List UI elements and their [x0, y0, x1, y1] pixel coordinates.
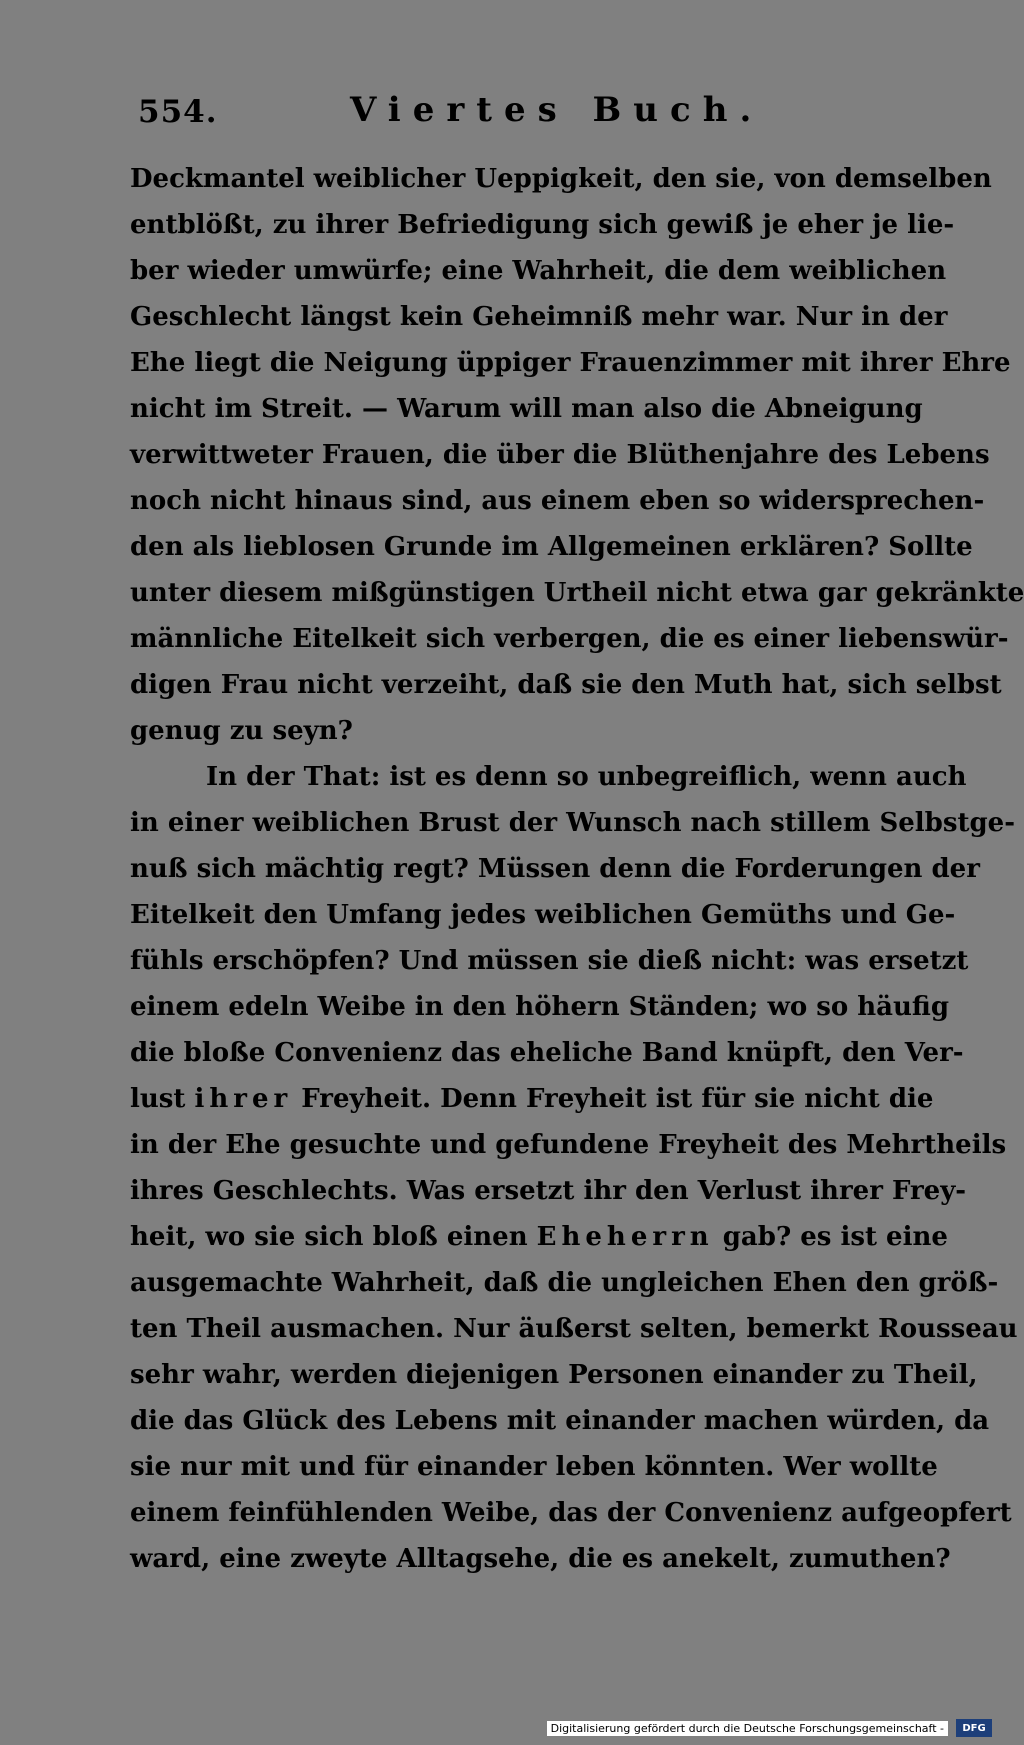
text-line: digen Frau nicht verzeiht, daß sie den Muth hat, sich selbst [130, 670, 1002, 700]
text-line: männliche Eitelkeit sich verbergen, die es einer liebenswür- [130, 624, 1009, 654]
spaced-emphasis: ihrer [194, 1084, 293, 1114]
text-line: einem edeln Weibe in den höhern Ständen; wo so häufig [130, 992, 949, 1022]
line-segment: Freyheit. Denn Freyheit ist für sie nicht die [301, 1084, 934, 1114]
line-segment: heit, wo sie sich bloß einen [130, 1222, 528, 1252]
text-line: sehr wahr, werden diejenigen Personen einander zu Theil, [130, 1360, 978, 1390]
credit-text: Digitalisierung gefördert durch die Deutsche Forschungsgemeinschaft - [547, 1721, 948, 1736]
spaced-emphasis: Eheherrn [536, 1222, 714, 1252]
line-segment: lust [130, 1084, 186, 1114]
text-line: einem feinfühlenden Weibe, das der Convenienz aufgeopfert [130, 1498, 1012, 1528]
body-text [130, 156, 1024, 1582]
text-line: genug zu seyn? [130, 716, 353, 746]
text-line: fühls erschöpfen? Und müssen sie dieß nicht: was ersetzt [130, 946, 969, 976]
text-line: Geschlecht längst kein Geheimniß mehr war. Nur in der [130, 302, 948, 332]
text-line: nuß sich mächtig regt? Müssen denn die Forderungen der [130, 854, 980, 884]
dfg-logo: DFG [956, 1719, 992, 1737]
text-line: verwittweter Frauen, die über die Blüthenjahre des Lebens [130, 440, 990, 470]
text-line: unter diesem mißgünstigen Urtheil nicht etwa gar gekränkte [130, 578, 1024, 608]
text-line: in der Ehe gesuchte und gefundene Freyheit des Mehrtheils [130, 1130, 1007, 1160]
text-line: Eitelkeit den Umfang jedes weiblichen Gemüths und Ge- [130, 900, 956, 930]
running-head [130, 88, 890, 136]
text-line: Deckmantel weiblicher Ueppigkeit, den sie, von demselben [130, 164, 992, 194]
text-line: entblößt, zu ihrer Befriedigung sich gewiß je eher je lie- [130, 210, 955, 240]
text-line: ihres Geschlechts. Was ersetzt ihr den Verlust ihrer Frey- [130, 1176, 967, 1206]
text-line: in einer weiblichen Brust der Wunsch nach stillem Selbstge- [130, 808, 1015, 838]
digitization-credit [547, 1719, 948, 1737]
text-line-spaced [130, 1214, 948, 1260]
text-line: ten Theil ausmachen. Nur äußerst selten, bemerkt Rousseau [130, 1314, 1018, 1344]
text-line: nicht im Streit. — Warum will man also die Abneigung [130, 394, 923, 424]
text-line: ausgemachte Wahrheit, daß die ungleichen Ehen den größ- [130, 1268, 999, 1298]
text-line: noch nicht hinaus sind, aus einem eben so widersprechen- [130, 486, 985, 516]
text-line-spaced [130, 1076, 934, 1122]
running-head-title: Viertes Buch. [350, 90, 764, 130]
text-line: ward, eine zweyte Alltagsehe, die es anekelt, zumuthen? [130, 1544, 951, 1574]
text-line: Ehe liegt die Neigung üppiger Frauenzimmer mit ihrer Ehre [130, 348, 1011, 378]
text-line: ber wieder umwürfe; eine Wahrheit, die dem weiblichen [130, 256, 947, 286]
page-number: 554. [138, 94, 218, 130]
text-line: sie nur mit und für einander leben könnten. Wer wollte [130, 1452, 938, 1482]
line-segment: gab? es ist eine [722, 1222, 948, 1252]
text-line: In der That: ist es denn so unbegreiflich, wenn auch [206, 762, 967, 792]
text-line: die das Glück des Lebens mit einander machen würden, da [130, 1406, 990, 1436]
text-line: die bloße Convenienz das eheliche Band knüpft, den Ver- [130, 1038, 964, 1068]
text-line: den als lieblosen Grunde im Allgemeinen erklären? Sollte [130, 532, 973, 562]
